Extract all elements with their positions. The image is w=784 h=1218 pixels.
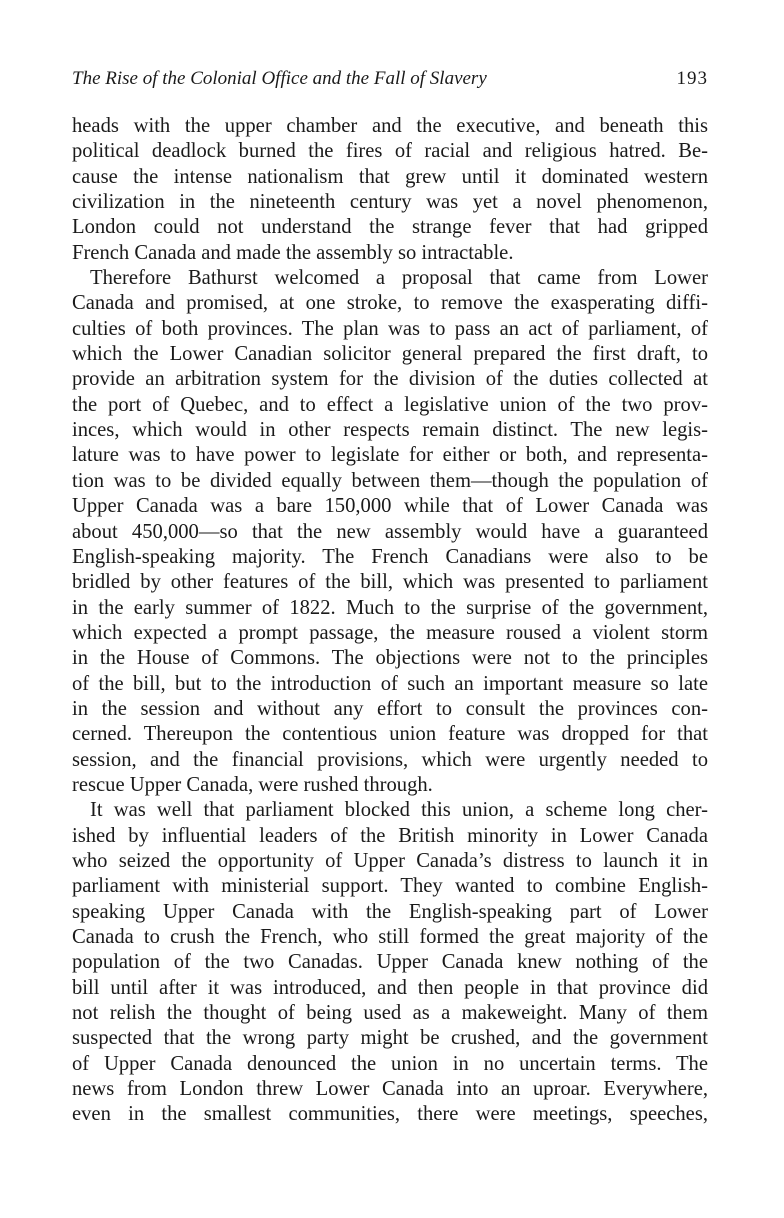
- text-line: Therefore Bathurst welcomed a proposal that came from Lower: [90, 267, 708, 290]
- text-line: culties of both provinces. The plan was to pass an act of parliament, of: [72, 317, 708, 340]
- text-line: who seized the opportunity of Upper Canada’s distress to launch it in: [72, 849, 708, 872]
- text-line: French Canada and made the assembly so intractable.: [72, 241, 514, 264]
- text-line: Upper Canada was a bare 150,000 while that of Lower Canada was: [72, 495, 708, 518]
- text-line: rescue Upper Canada, were rushed through.: [72, 773, 433, 796]
- running-head: [72, 66, 708, 100]
- text-line: of the bill, but to the introduction of such an important measure so late: [72, 672, 708, 695]
- text-line: about 450,000—so that the new assembly would have a guaranteed: [72, 520, 708, 543]
- text-line: of Upper Canada denounced the union in no uncertain terms. The: [72, 1052, 708, 1075]
- text-line: which expected a prompt passage, the measure roused a violent storm: [72, 621, 708, 644]
- paragraph: [72, 798, 708, 1127]
- text-line: inces, which would in other respects remain distinct. The new legis-: [72, 419, 708, 442]
- text-line: not relish the thought of being used as a makeweight. Many of them: [72, 1002, 708, 1025]
- text-line: tion was to be divided equally between them—though the population of: [72, 469, 708, 492]
- paragraph: [72, 266, 708, 798]
- text-line: cause the intense nationalism that grew until it dominated western: [72, 165, 708, 188]
- text-line: in the session and without any effort to consult the provinces con-: [72, 697, 708, 720]
- page-number: 193: [676, 68, 708, 89]
- book-page: [72, 66, 708, 1128]
- text-line: speaking Upper Canada with the English-speaking part of Lower: [72, 900, 708, 923]
- running-head-title: The Rise of the Colonial Office and the Fall of Slavery: [72, 68, 487, 89]
- text-line: London could not understand the strange fever that had gripped: [72, 216, 708, 239]
- text-line: suspected that the wrong party might be crushed, and the government: [72, 1027, 708, 1050]
- text-line: bridled by other features of the bill, which was presented to parliament: [72, 571, 708, 594]
- text-line: in the early summer of 1822. Much to the surprise of the government,: [72, 596, 708, 619]
- text-line: Canada and promised, at one stroke, to remove the exasperating diffi-: [72, 292, 708, 315]
- text-line: It was well that parliament blocked this union, a scheme long cher-: [90, 799, 708, 822]
- text-line: political deadlock burned the fires of racial and religious hatred. Be-: [72, 140, 708, 163]
- text-line: population of the two Canadas. Upper Canada knew nothing of the: [72, 951, 708, 974]
- text-line: Canada to crush the French, who still formed the great majority of the: [72, 926, 708, 948]
- text-line: provide an arbitration system for the division of the duties collected at: [72, 368, 708, 391]
- text-line: cerned. Thereupon the contentious union feature was dropped for that: [72, 723, 708, 746]
- body-text: [72, 114, 708, 1128]
- text-line: parliament with ministerial support. They wanted to combine English-: [72, 875, 708, 898]
- text-line: civilization in the nineteenth century was yet a novel phenomenon,: [72, 191, 708, 214]
- text-line: lature was to have power to legislate for either or both, and representa-: [72, 444, 708, 467]
- text-line: session, and the financial provisions, which were urgently needed to: [72, 748, 708, 771]
- text-line: even in the smallest communities, there were meetings, speeches,: [72, 1103, 708, 1126]
- text-line: which the Lower Canadian solicitor general prepared the first draft, to: [72, 343, 708, 366]
- text-line: English-speaking majority. The French Canadians were also to be: [72, 545, 708, 568]
- text-line: news from London threw Lower Canada into an uproar. Everywhere,: [72, 1078, 708, 1101]
- paragraph: [72, 114, 708, 266]
- text-line: heads with the upper chamber and the executive, and beneath this: [72, 115, 708, 137]
- text-line: bill until after it was introduced, and then people in that province did: [72, 976, 708, 999]
- text-line: in the House of Commons. The objections were not to the principles: [72, 647, 708, 670]
- text-line: the port of Quebec, and to effect a legislative union of the two prov-: [72, 393, 708, 416]
- text-line: ished by influential leaders of the British minority in Lower Canada: [72, 824, 708, 847]
